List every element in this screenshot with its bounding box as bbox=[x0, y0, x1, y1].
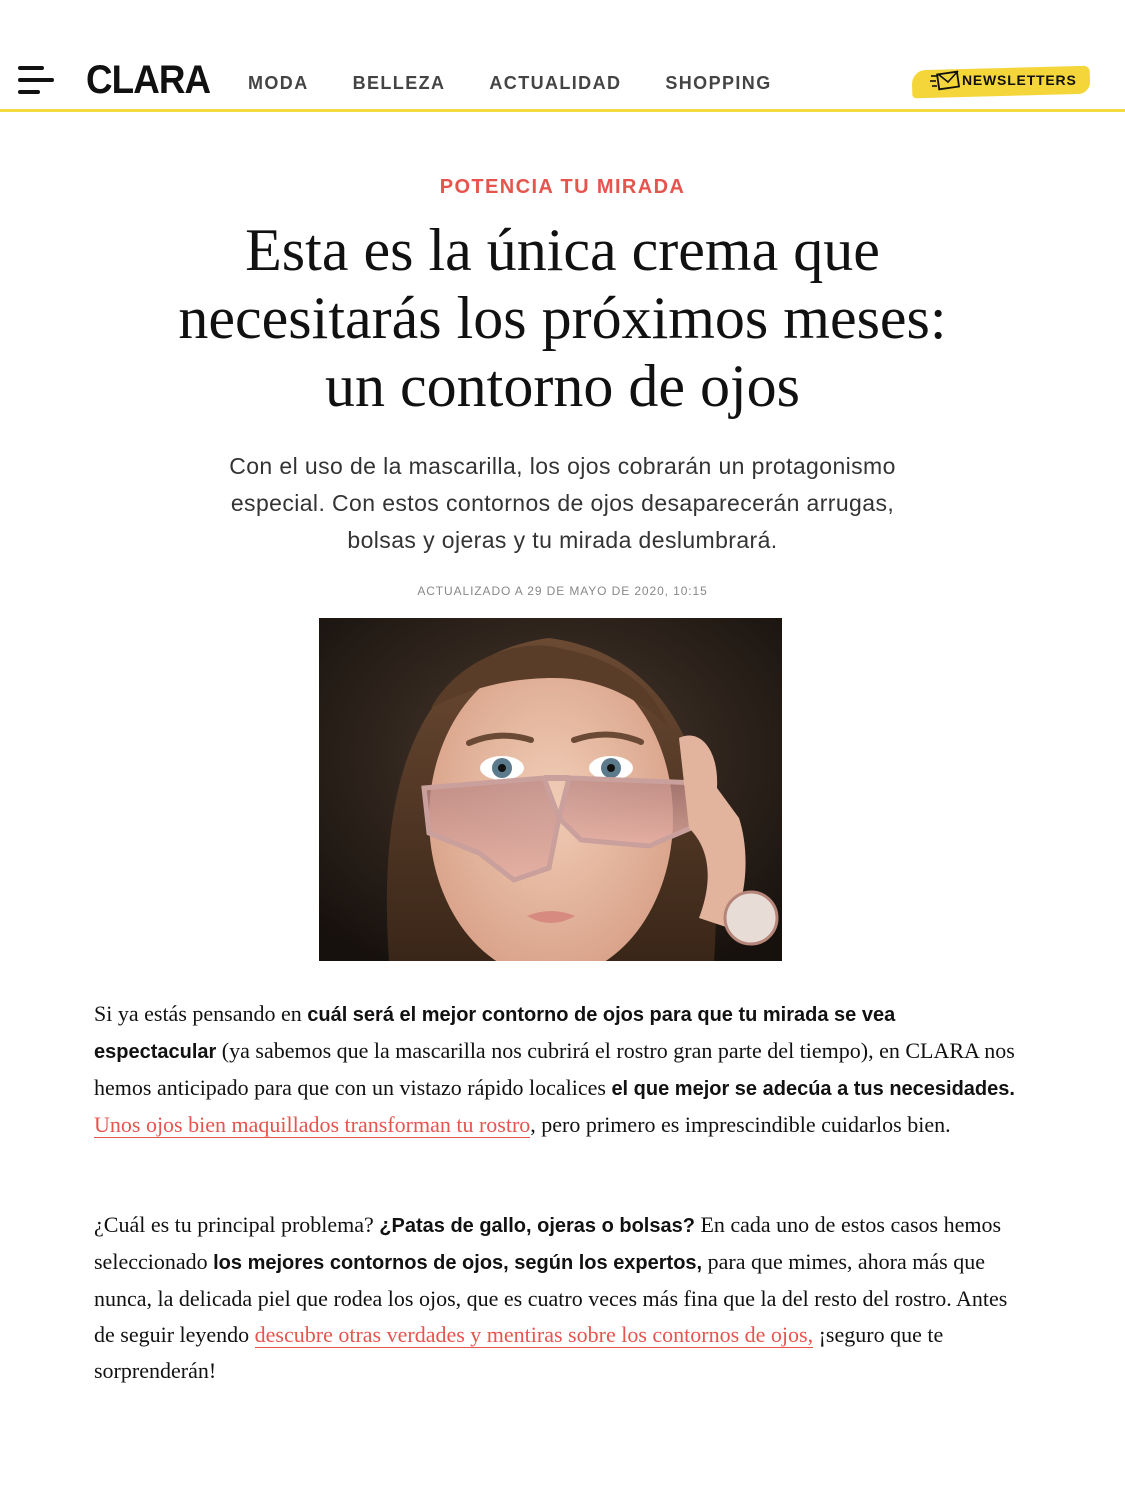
body-text: , pero primero es imprescindible cuidarlos bien. bbox=[530, 1112, 951, 1137]
main-nav bbox=[248, 73, 772, 94]
body-bold-text: cuál será el mejor contorno de ojos para que tu mirada se vea espectacular bbox=[94, 1004, 896, 1063]
body-bold-text: el que mejor se adecúa a tus necesidades. bbox=[611, 1078, 1015, 1100]
body-bold-text: los mejores contornos de ojos, según los expertos, bbox=[213, 1252, 703, 1274]
body-paragraph-1 bbox=[94, 996, 1016, 1143]
hero-portrait-illustration bbox=[319, 618, 782, 961]
site-header bbox=[0, 0, 1125, 112]
nav-item-moda[interactable]: MODA bbox=[248, 73, 309, 93]
title-line: un contorno de ojos bbox=[325, 353, 800, 419]
hero-image bbox=[319, 618, 782, 961]
body-text: para que mimes, ahora más que nunca, la delicada piel que rodea los ojos, que es cuatro veces más fina que la del resto del rostro. Antes de seguir leyendo bbox=[94, 1249, 1008, 1347]
body-text: Si ya estás pensando en bbox=[94, 1001, 308, 1026]
title-line: necesitarás los próximos meses: bbox=[178, 285, 947, 351]
mail-icon bbox=[930, 70, 960, 94]
body-text: (ya sabemos que la mascarilla nos cubrirá el rostro gran parte del tiempo), en CLARA nos hemos anticipado para que con un vistazo rápido localices bbox=[94, 1038, 1015, 1100]
nav-item-shopping[interactable]: SHOPPING bbox=[665, 73, 772, 93]
article-title bbox=[60, 216, 1065, 420]
link-verdades-mentiras[interactable]: descubre otras verdades y mentiras sobre los contornos de ojos, bbox=[254, 1322, 814, 1347]
body-bold-text: ¿Patas de gallo, ojeras o bolsas? bbox=[379, 1215, 695, 1237]
article-subtitle bbox=[120, 448, 1005, 559]
nav-item-actualidad[interactable]: ACTUALIDAD bbox=[489, 73, 622, 93]
article-updated-date: ACTUALIZADO A 29 DE MAYO DE 2020, 10:15 bbox=[417, 584, 708, 598]
newsletters-button[interactable] bbox=[912, 64, 1092, 100]
link-ojos-maquillados[interactable]: Unos ojos bien maquillados transforman tu rostro bbox=[94, 1112, 531, 1137]
subtitle-line: bolsas y ojeras y tu mirada deslumbrará. bbox=[347, 527, 778, 553]
body-text: En cada uno de estos casos hemos seleccionado bbox=[94, 1212, 1002, 1274]
subtitle-line: especial. Con estos contornos de ojos desaparecerán arrugas, bbox=[230, 490, 895, 516]
title-line: Esta es la única crema que bbox=[245, 217, 880, 283]
body-paragraph-2 bbox=[94, 1207, 1016, 1389]
subtitle-line: Con el uso de la mascarilla, los ojos cobrarán un protagonismo bbox=[229, 453, 896, 479]
body-text: ¡seguro que te sorprenderán! bbox=[94, 1322, 944, 1383]
body-text: ¿Cuál es tu principal problema? bbox=[94, 1212, 380, 1237]
menu-icon[interactable] bbox=[18, 66, 54, 94]
newsletters-label: NEWSLETTERS bbox=[962, 72, 1077, 88]
article-kicker[interactable]: POTENCIA TU MIRADA bbox=[439, 176, 686, 198]
site-logo[interactable]: CLARA bbox=[86, 58, 211, 102]
nav-item-belleza[interactable]: BELLEZA bbox=[352, 73, 446, 93]
